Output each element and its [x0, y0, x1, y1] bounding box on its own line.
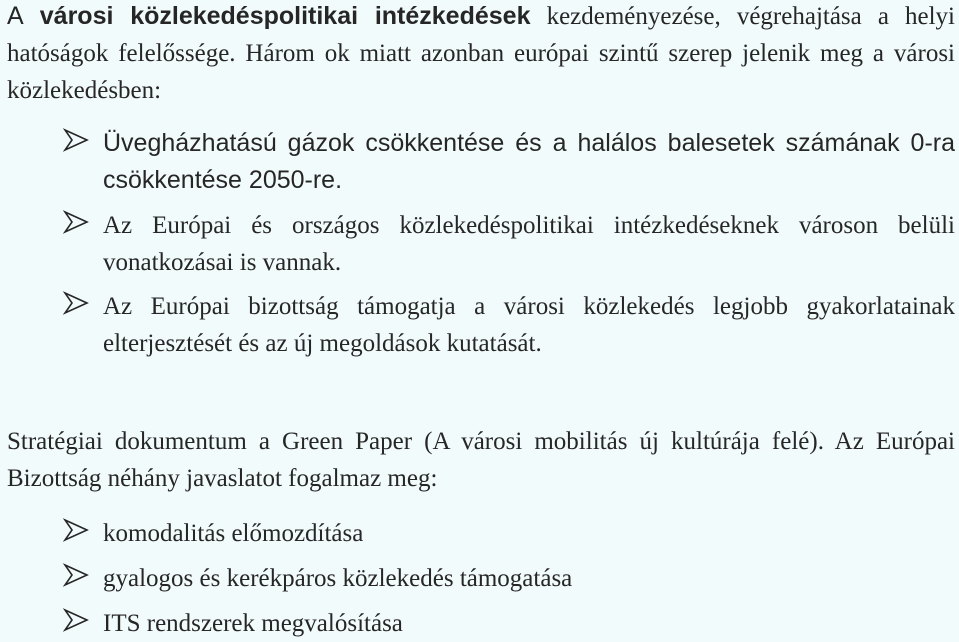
intro-bold-phrase: városi közlekedéspolitikai intézkedések: [39, 2, 531, 30]
strategy-paragraph: Stratégiai dokumentum a Green Paper (A városi mobilitás új kultúrája felé). Az Európai Bizottság néhány javaslatot fogalmaz meg:: [7, 428, 955, 492]
reason-text: Üvegházhatású gázok csökkentése és a halálos balesetek számának 0-ra csökkentése 2050-re.: [103, 129, 955, 194]
reason-text: Az Európai bizottság támogatja a városi közlekedés legjobb gyakorlatainak elterjesztését és az új megoldások kutatását.: [103, 293, 955, 357]
arrowhead-bullet-icon: [63, 210, 89, 234]
arrowhead-bullet-icon: [63, 291, 89, 315]
arrowhead-bullet-icon: [63, 128, 89, 152]
proposal-text: ITS rendszerek megvalósítása: [103, 610, 403, 637]
proposal-text: komodalitás előmozdítása: [103, 520, 364, 547]
intro-rest: kezdeményezése, végrehajtása a helyi hatóságok felelőssége. Három ok miatt azonban európai szintű szerep jelenik meg a városi közlekedésben:: [7, 3, 955, 104]
reason-text: Az Európai és országos közlekedéspolitikai intézkedéseknek városon belüli vonatkozásai is vannak.: [103, 212, 955, 276]
intro-paragraph: [7, 0, 955, 109]
intro-article: A: [7, 2, 24, 30]
proposal-text: gyalogos és kerékpáros közlekedés támogatása: [103, 565, 573, 592]
arrowhead-bullet-icon: [63, 608, 89, 632]
arrowhead-bullet-icon: [63, 563, 89, 587]
arrowhead-bullet-icon: [63, 518, 89, 542]
